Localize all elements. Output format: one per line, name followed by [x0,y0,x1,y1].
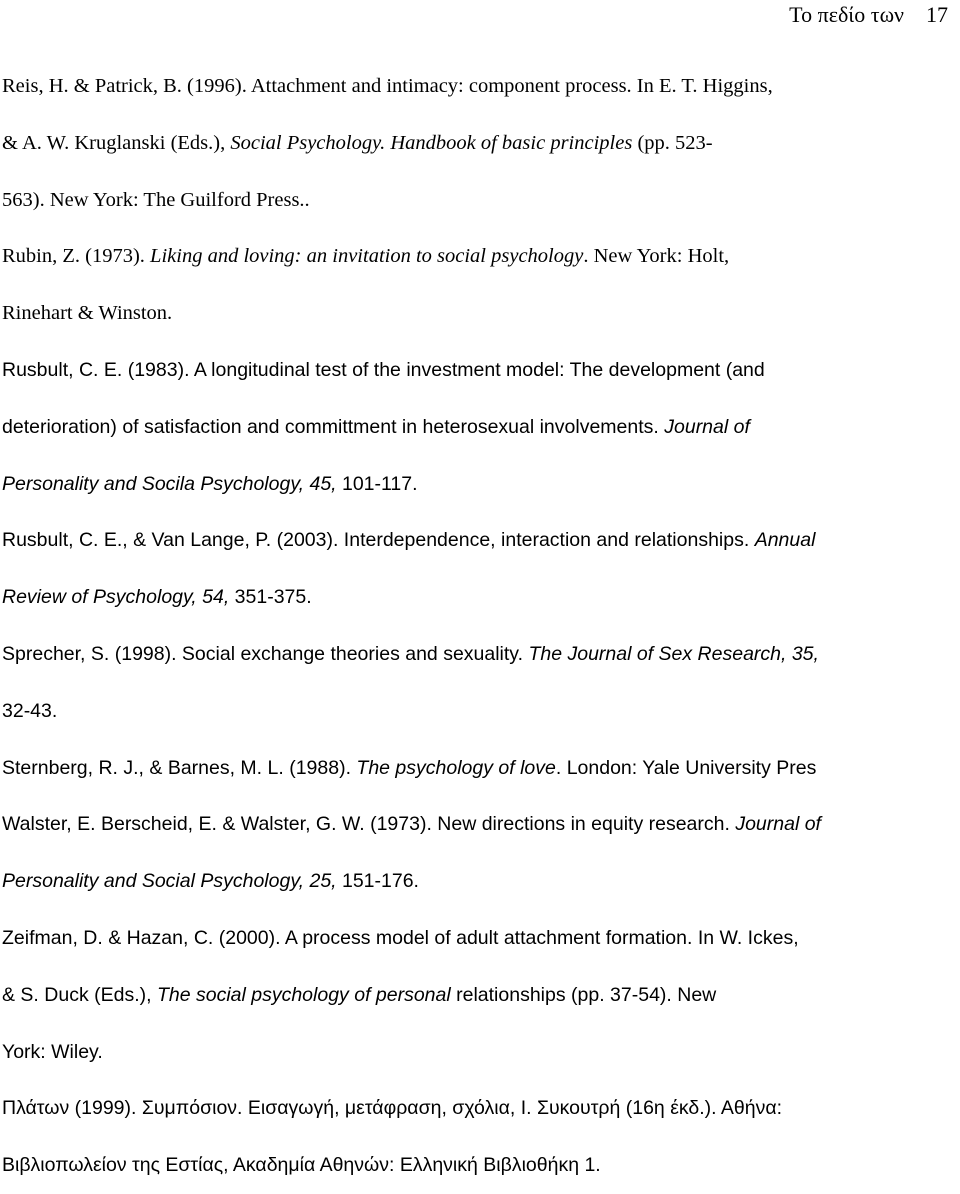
running-header [789,0,948,30]
italic-text: The social psychology of personal [156,983,451,1006]
reference-text: Reis, H. & Patrick, B. (1996). Attachment and intimacy: component process. In E. T. Higgins, [2,75,773,97]
reference-list [2,58,950,1194]
reference-text: deterioration) of satisfaction and committment in heterosexual involvements. [2,415,665,438]
italic-text: Annual [754,529,816,552]
reference-line [2,1080,950,1137]
reference-line [2,399,950,456]
reference-line [2,172,950,229]
reference-line [2,456,950,513]
reference-entry [2,342,950,512]
reference-text: & A. W. Kruglanski (Eds.), [2,131,231,154]
reference-text: 563). New York: The Guilford Press.. [2,188,310,211]
reference-text: & S. Duck (Eds.), [2,983,157,1006]
reference-text: 351-375. [229,586,312,609]
reference-text: Πλάτων (1999). Συμπόσιον. Εισαγωγή, μετάφραση, σχόλια, Ι. Συκουτρή (16η έκδ.). Αθήνα: [2,1097,783,1120]
italic-text: The psychology of love [356,756,556,779]
reference-entry [2,740,950,797]
reference-line [2,1137,950,1194]
reference-line [2,1024,950,1081]
reference-text: Sternberg, R. J., & Barnes, M. L. (1988). [2,756,357,779]
reference-line [2,853,950,910]
italic-text: Liking and loving: an invitation to social psychology [150,245,584,268]
reference-entry [2,512,950,626]
italic-text: Personality and Socila Psychology, 45, [2,472,337,495]
reference-text: 101-117. [336,472,418,495]
reference-line [2,683,950,740]
reference-entry [2,626,950,740]
italic-text: Journal of [664,415,750,438]
reference-entry [2,228,950,342]
reference-text: 151-176. [336,870,419,893]
reference-line [2,740,950,797]
reference-text: . London: Yale University Pres [555,756,817,779]
reference-text: (pp. 523- [632,131,713,154]
italic-text: Review of Psychology, 54, [2,586,230,609]
reference-line [2,569,950,626]
reference-entry [2,58,950,228]
reference-line [2,115,950,172]
reference-line [2,910,950,967]
italic-text: Social Psychology. Handbook of basic principles [230,131,633,154]
reference-text: Sprecher, S. (1998). Social exchange theories and sexuality. [2,642,529,665]
reference-text: 32-43. [2,699,58,722]
reference-text: Βιβλιοπωλείον της Εστίας, Ακαδημία Αθηνών: Ελληνική Βιβλιοθήκη 1. [2,1154,601,1177]
reference-text: . New York: Holt, [583,245,730,268]
italic-text: Journal of [735,813,821,836]
reference-text: relationships (pp. 37-54). New [450,983,717,1006]
reference-line [2,58,950,115]
reference-text: Rusbult, C. E. (1983). A longitudinal test of the investment model: The development (and [2,358,765,381]
reference-line [2,285,950,342]
page-number: 17 [926,2,948,27]
italic-text: Personality and Social Psychology, 25, [2,870,337,893]
reference-entry [2,796,950,910]
reference-line [2,342,950,399]
reference-text: Zeifman, D. & Hazan, C. (2000). A process model of adult attachment formation. In W. Ickes, [2,926,799,949]
reference-line [2,228,950,285]
reference-text: York: Wiley. [2,1040,103,1063]
italic-text: The Journal of Sex Research, 35, [528,642,819,665]
reference-line [2,626,950,683]
reference-text: Rusbult, C. E., & Van Lange, P. (2003). Interdependence, interaction and relationships. [2,529,755,552]
reference-line [2,967,950,1024]
reference-text: Rubin, Z. (1973). [2,245,151,268]
reference-text: Rinehart & Winston. [2,302,173,325]
reference-text: Walster, E. Berscheid, E. & Walster, G. W. (1973). New directions in equity research. [2,813,736,836]
reference-entry [2,910,950,1080]
reference-line [2,512,950,569]
header-title: Το πεδίο των [789,2,904,27]
reference-line [2,796,950,853]
reference-entry [2,1080,950,1194]
